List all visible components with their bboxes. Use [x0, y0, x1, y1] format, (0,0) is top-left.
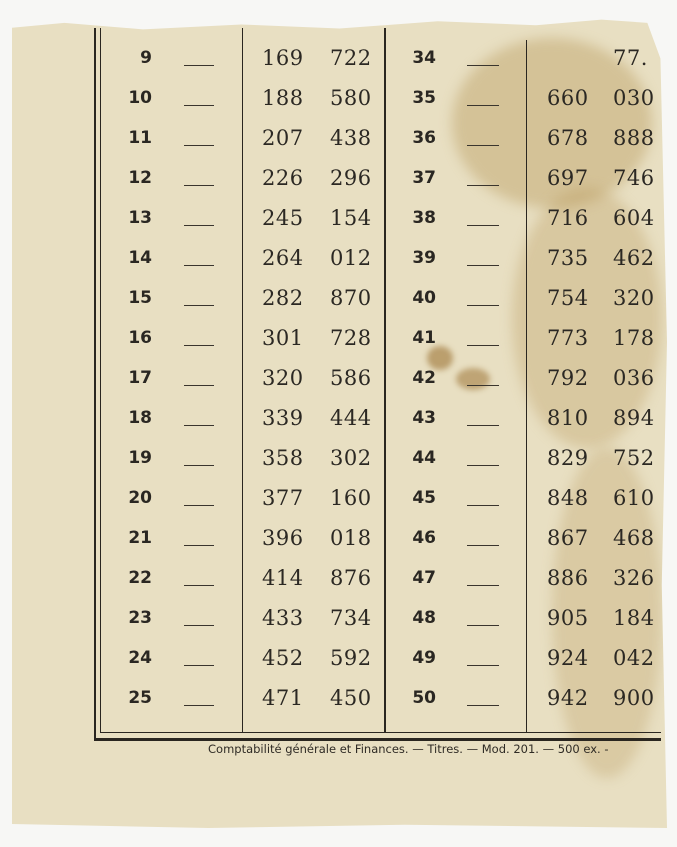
left-row-number: 12 [128, 168, 152, 188]
left-value-b: 160 [330, 486, 372, 510]
left-value-b: 592 [330, 646, 372, 670]
right-value-b: 468 [613, 526, 655, 550]
right-value-a: 697 [547, 166, 589, 190]
right-row-number: 42 [412, 368, 436, 388]
right-value-b: 462 [613, 246, 655, 270]
right-value-b: 900 [613, 686, 655, 710]
right-value-a: 810 [547, 406, 589, 430]
right-row-number: 41 [412, 328, 436, 348]
right-dash [467, 145, 499, 146]
right-row-number: 47 [412, 568, 436, 588]
right-row-number: 46 [412, 528, 436, 548]
bottom-border-inner [100, 732, 661, 733]
table-row [0, 398, 677, 438]
left-row-number: 9 [140, 48, 152, 68]
table-row [0, 558, 677, 598]
right-dash [467, 585, 499, 586]
left-value-a: 282 [262, 286, 304, 310]
right-dash [467, 425, 499, 426]
right-row-number: 37 [412, 168, 436, 188]
right-value-b: 178 [613, 326, 655, 350]
right-value-a: 942 [547, 686, 589, 710]
right-value-b: 042 [613, 646, 655, 670]
right-value-a: 905 [547, 606, 589, 630]
right-value-b: 77. [613, 46, 648, 70]
right-value-a: 848 [547, 486, 589, 510]
left-value-b: 734 [330, 606, 372, 630]
left-value-b: 450 [330, 686, 372, 710]
left-value-a: 188 [262, 86, 304, 110]
left-value-b: 876 [330, 566, 372, 590]
table-row [0, 198, 677, 238]
table-row [0, 438, 677, 478]
table-row [0, 358, 677, 398]
left-row-number: 20 [128, 488, 152, 508]
right-dash [467, 505, 499, 506]
left-value-a: 301 [262, 326, 304, 350]
table-row [0, 678, 677, 718]
left-row-number: 23 [128, 608, 152, 628]
right-row-number: 38 [412, 208, 436, 228]
left-value-a: 226 [262, 166, 304, 190]
left-row-number: 11 [128, 128, 152, 148]
table-row [0, 638, 677, 678]
right-dash [467, 625, 499, 626]
left-row-number: 18 [128, 408, 152, 428]
right-value-a: 886 [547, 566, 589, 590]
right-row-number: 35 [412, 88, 436, 108]
table-row [0, 318, 677, 358]
right-value-b: 184 [613, 606, 655, 630]
left-value-b: 154 [330, 206, 372, 230]
left-value-a: 264 [262, 246, 304, 270]
left-value-a: 377 [262, 486, 304, 510]
left-value-a: 414 [262, 566, 304, 590]
left-value-b: 018 [330, 526, 372, 550]
table-row [0, 278, 677, 318]
right-value-b: 610 [613, 486, 655, 510]
right-value-a: 735 [547, 246, 589, 270]
right-value-a: 829 [547, 446, 589, 470]
right-value-b: 036 [613, 366, 655, 390]
left-row-number: 14 [128, 248, 152, 268]
right-dash [467, 345, 499, 346]
left-value-b: 296 [330, 166, 372, 190]
left-value-a: 169 [262, 46, 304, 70]
right-value-b: 320 [613, 286, 655, 310]
table-row [0, 118, 677, 158]
left-value-b: 722 [330, 46, 372, 70]
footer-imprint: Comptabilité générale et Finances. — Titres. — Mod. 201. — 500 ex. - [208, 742, 609, 756]
left-value-a: 320 [262, 366, 304, 390]
right-value-b: 326 [613, 566, 655, 590]
right-row-number: 40 [412, 288, 436, 308]
right-dash [467, 185, 499, 186]
right-dash [467, 665, 499, 666]
left-value-b: 438 [330, 126, 372, 150]
right-value-a: 678 [547, 126, 589, 150]
left-row-number: 17 [128, 368, 152, 388]
right-row-number: 44 [412, 448, 436, 468]
table-row [0, 238, 677, 278]
left-value-a: 339 [262, 406, 304, 430]
right-dash [467, 105, 499, 106]
left-row-number: 10 [128, 88, 152, 108]
left-value-b: 012 [330, 246, 372, 270]
left-value-b: 586 [330, 366, 372, 390]
right-value-b: 752 [613, 446, 655, 470]
right-row-number: 48 [412, 608, 436, 628]
left-row-number: 16 [128, 328, 152, 348]
right-dash [467, 705, 499, 706]
left-value-a: 452 [262, 646, 304, 670]
left-value-a: 245 [262, 206, 304, 230]
right-value-b: 604 [613, 206, 655, 230]
left-value-b: 728 [330, 326, 372, 350]
right-value-a: 924 [547, 646, 589, 670]
right-row-number: 34 [412, 48, 436, 68]
right-row-number: 45 [412, 488, 436, 508]
left-row-number: 22 [128, 568, 152, 588]
table-row [0, 598, 677, 638]
bottom-border-outer [94, 738, 661, 741]
table-row [0, 78, 677, 118]
right-dash [467, 385, 499, 386]
right-dash [467, 545, 499, 546]
right-value-a: 716 [547, 206, 589, 230]
right-value-a: 754 [547, 286, 589, 310]
right-value-a: 792 [547, 366, 589, 390]
right-row-number: 43 [412, 408, 436, 428]
right-value-b: 030 [613, 86, 655, 110]
right-dash [467, 225, 499, 226]
table-row [0, 158, 677, 198]
left-value-a: 433 [262, 606, 304, 630]
right-value-a: 660 [547, 86, 589, 110]
left-value-a: 358 [262, 446, 304, 470]
right-value-a: 773 [547, 326, 589, 350]
right-dash [467, 65, 499, 66]
right-value-b: 888 [613, 126, 655, 150]
left-value-b: 870 [330, 286, 372, 310]
left-row-number: 19 [128, 448, 152, 468]
left-value-b: 580 [330, 86, 372, 110]
left-value-a: 396 [262, 526, 304, 550]
table-row [0, 38, 677, 78]
right-dash [467, 465, 499, 466]
table-row [0, 518, 677, 558]
left-row-number: 25 [128, 688, 152, 708]
left-row-number: 24 [128, 648, 152, 668]
left-value-b: 444 [330, 406, 372, 430]
right-dash [467, 265, 499, 266]
right-row-number: 50 [412, 688, 436, 708]
right-row-number: 49 [412, 648, 436, 668]
right-row-number: 36 [412, 128, 436, 148]
right-row-number: 39 [412, 248, 436, 268]
right-value-a: 867 [547, 526, 589, 550]
left-value-b: 302 [330, 446, 372, 470]
left-row-number: 15 [128, 288, 152, 308]
left-row-number: 13 [128, 208, 152, 228]
left-value-a: 207 [262, 126, 304, 150]
table-row [0, 478, 677, 518]
right-value-b: 746 [613, 166, 655, 190]
right-dash [467, 305, 499, 306]
left-value-a: 471 [262, 686, 304, 710]
right-value-b: 894 [613, 406, 655, 430]
left-row-number: 21 [128, 528, 152, 548]
